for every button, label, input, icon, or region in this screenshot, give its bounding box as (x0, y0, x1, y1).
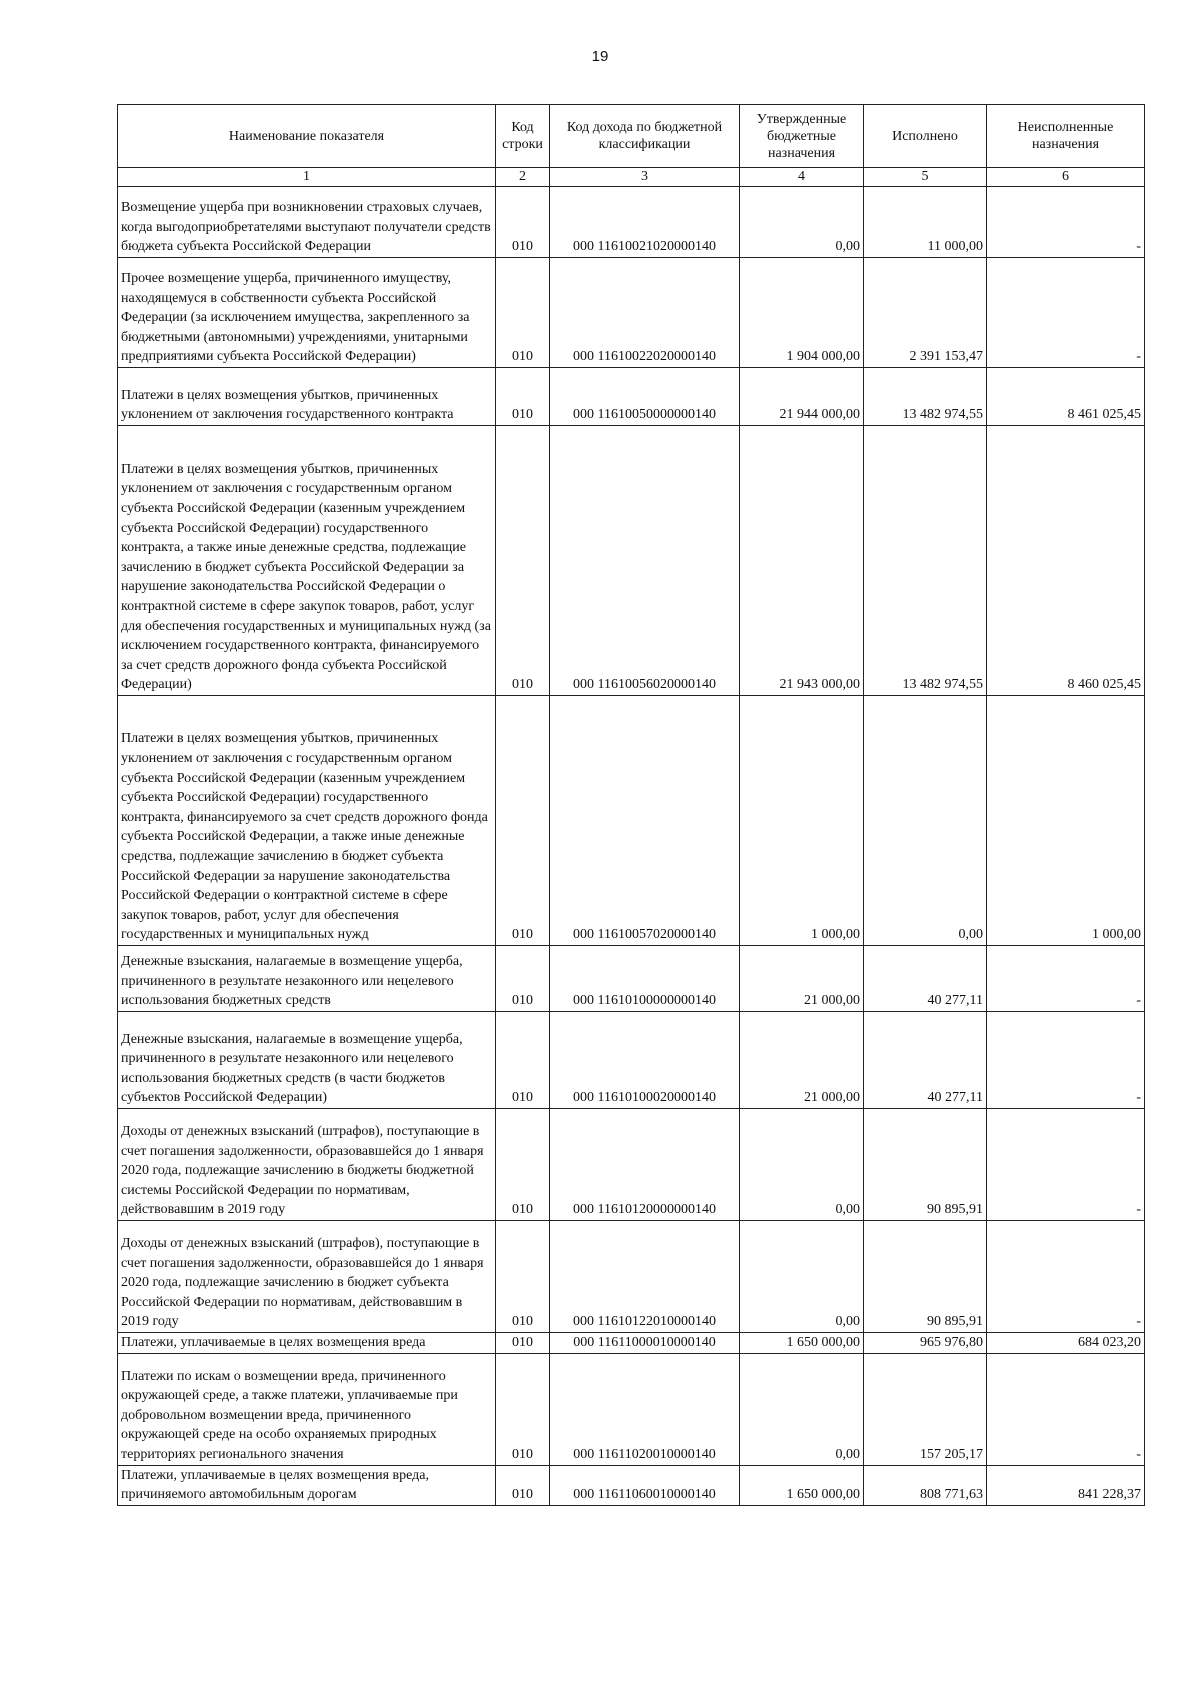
budget-execution-table (117, 104, 1145, 1506)
approved-value: 21 000,00 (740, 1012, 864, 1109)
unexecuted-value: 684 023,20 (987, 1333, 1145, 1354)
column-number-row (118, 168, 1145, 187)
column-number: 3 (550, 168, 740, 187)
indicator-name: Денежные взыскания, налагаемые в возмещение ущерба, причиненного в результате незаконного или нецелевого использования бюджетных средств (118, 946, 496, 1012)
indicator-name: Денежные взыскания, налагаемые в возмещение ущерба, причиненного в результате незаконного или нецелевого использования бюджетных средств (в части бюджетов субъектов Российской Федерации) (118, 1012, 496, 1109)
line-code: 010 (496, 258, 550, 368)
table-header-row (118, 105, 1145, 168)
table-row (118, 187, 1145, 258)
income-code: 000 11610021020000140 (550, 187, 740, 258)
executed-value: 90 895,91 (864, 1109, 987, 1221)
header-line-code: Код строки (496, 105, 550, 168)
table-row (118, 1353, 1145, 1465)
header-approved: Утвержденные бюджетные назначения (740, 105, 864, 168)
line-code: 010 (496, 368, 550, 426)
line-code: 010 (496, 946, 550, 1012)
income-code: 000 11611020010000140 (550, 1353, 740, 1465)
unexecuted-value: - (987, 187, 1145, 258)
column-number: 1 (118, 168, 496, 187)
table-row (118, 1221, 1145, 1333)
unexecuted-value: 8 461 025,45 (987, 368, 1145, 426)
header-indicator-name: Наименование показателя (118, 105, 496, 168)
indicator-name: Доходы от денежных взысканий (штрафов), поступающие в счет погашения задолженности, образовавшейся до 1 января 2020 года, подлежащие зачислению в бюджеты бюджетной системы Российской Федерации по нормативам, действовавшим в 2019 году (118, 1109, 496, 1221)
line-code: 010 (496, 1221, 550, 1333)
indicator-name: Прочее возмещение ущерба, причиненного имуществу, находящемуся в собственности субъекта Российской Федерации (за исключением имущества, закрепленного за бюджетными (автономными) учреждениями, унитарными предприятиями субъекта Российской Федерации) (118, 258, 496, 368)
approved-value: 21 944 000,00 (740, 368, 864, 426)
line-code: 010 (496, 187, 550, 258)
executed-value: 40 277,11 (864, 1012, 987, 1109)
line-code: 010 (496, 1012, 550, 1109)
table-row (118, 258, 1145, 368)
line-code: 010 (496, 426, 550, 696)
income-code: 000 11611060010000140 (550, 1465, 740, 1505)
executed-value: 90 895,91 (864, 1221, 987, 1333)
column-number: 2 (496, 168, 550, 187)
indicator-name: Платежи в целях возмещения убытков, причиненных уклонением от заключения с государственным органом субъекта Российской Федерации (казенным учреждением субъекта Российской Федерации) государственного контракта, финансируемого за счет средств дорожного фонда субъекта Российской Федерации, а также иные денежные средства, подлежащие зачислению в бюджет субъекта Российской Федерации за нарушение законодательства Российской Федерации о контрактной системе в сфере закупок товаров, работ, услуг для обеспечения государственных и муниципальных нужд (118, 696, 496, 946)
page-number: 19 (591, 48, 609, 65)
indicator-name: Платежи, уплачиваемые в целях возмещения вреда (118, 1333, 496, 1354)
unexecuted-value: - (987, 1109, 1145, 1221)
income-code: 000 11610100000000140 (550, 946, 740, 1012)
income-code: 000 11610056020000140 (550, 426, 740, 696)
executed-value: 13 482 974,55 (864, 368, 987, 426)
table-row (118, 696, 1145, 946)
unexecuted-value: - (987, 1353, 1145, 1465)
table-row (118, 426, 1145, 696)
header-income-code: Код дохода по бюджетной классификации (550, 105, 740, 168)
approved-value: 21 000,00 (740, 946, 864, 1012)
line-code: 010 (496, 1333, 550, 1354)
income-code: 000 11610057020000140 (550, 696, 740, 946)
column-number: 4 (740, 168, 864, 187)
table-row (118, 1109, 1145, 1221)
unexecuted-value: 1 000,00 (987, 696, 1145, 946)
header-executed: Исполнено (864, 105, 987, 168)
unexecuted-value: 841 228,37 (987, 1465, 1145, 1505)
income-code: 000 11610100020000140 (550, 1012, 740, 1109)
approved-value: 0,00 (740, 187, 864, 258)
table-row (118, 1012, 1145, 1109)
indicator-name: Возмещение ущерба при возникновении страховых случаев, когда выгодоприобретателями выступают получатели средств бюджета субъекта Российской Федерации (118, 187, 496, 258)
approved-value: 0,00 (740, 1221, 864, 1333)
approved-value: 0,00 (740, 1353, 864, 1465)
executed-value: 40 277,11 (864, 946, 987, 1012)
indicator-name: Платежи по искам о возмещении вреда, причиненного окружающей среде, а также платежи, уплачиваемые при добровольном возмещении вреда, причиненного окружающей среде на особо охраняемых природных территориях регионального значения (118, 1353, 496, 1465)
income-code: 000 11610120000000140 (550, 1109, 740, 1221)
unexecuted-value: - (987, 1012, 1145, 1109)
column-number: 6 (987, 168, 1145, 187)
income-code: 000 11611000010000140 (550, 1333, 740, 1354)
unexecuted-value: - (987, 946, 1145, 1012)
line-code: 010 (496, 696, 550, 946)
column-number: 5 (864, 168, 987, 187)
table-row (118, 946, 1145, 1012)
line-code: 010 (496, 1353, 550, 1465)
approved-value: 1 904 000,00 (740, 258, 864, 368)
income-code: 000 11610050000000140 (550, 368, 740, 426)
table-row (118, 1333, 1145, 1354)
line-code: 010 (496, 1109, 550, 1221)
indicator-name: Платежи в целях возмещения убытков, причиненных уклонением от заключения с государственным органом субъекта Российской Федерации (казенным учреждением субъекта Российской Федерации) государственного контракта, а также иные денежные средства, подлежащие зачислению в бюджет субъекта Российской Федерации за нарушение законодательства Российской Федерации о контрактной системе в сфере закупок товаров, работ, услуг для обеспечения государственных и муниципальных нужд (за исключением государственного контракта, финансируемого за счет средств дорожного фонда субъекта Российской Федерации) (118, 426, 496, 696)
income-code: 000 11610022020000140 (550, 258, 740, 368)
approved-value: 1 650 000,00 (740, 1465, 864, 1505)
indicator-name: Доходы от денежных взысканий (штрафов), поступающие в счет погашения задолженности, образовавшейся до 1 января 2020 года, подлежащие зачислению в бюджет субъекта Российской Федерации по нормативам, действовавшим в 2019 году (118, 1221, 496, 1333)
executed-value: 11 000,00 (864, 187, 987, 258)
approved-value: 0,00 (740, 1109, 864, 1221)
approved-value: 1 000,00 (740, 696, 864, 946)
income-code: 000 11610122010000140 (550, 1221, 740, 1333)
table-row (118, 368, 1145, 426)
approved-value: 1 650 000,00 (740, 1333, 864, 1354)
indicator-name: Платежи, уплачиваемые в целях возмещения вреда, причиняемого автомобильным дорогам (118, 1465, 496, 1505)
executed-value: 2 391 153,47 (864, 258, 987, 368)
indicator-name: Платежи в целях возмещения убытков, причиненных уклонением от заключения государственного контракта (118, 368, 496, 426)
executed-value: 0,00 (864, 696, 987, 946)
header-unexecuted: Неисполненные назначения (987, 105, 1145, 168)
executed-value: 157 205,17 (864, 1353, 987, 1465)
unexecuted-value: - (987, 1221, 1145, 1333)
table-row (118, 1465, 1145, 1505)
unexecuted-value: - (987, 258, 1145, 368)
executed-value: 13 482 974,55 (864, 426, 987, 696)
unexecuted-value: 8 460 025,45 (987, 426, 1145, 696)
approved-value: 21 943 000,00 (740, 426, 864, 696)
executed-value: 808 771,63 (864, 1465, 987, 1505)
line-code: 010 (496, 1465, 550, 1505)
executed-value: 965 976,80 (864, 1333, 987, 1354)
